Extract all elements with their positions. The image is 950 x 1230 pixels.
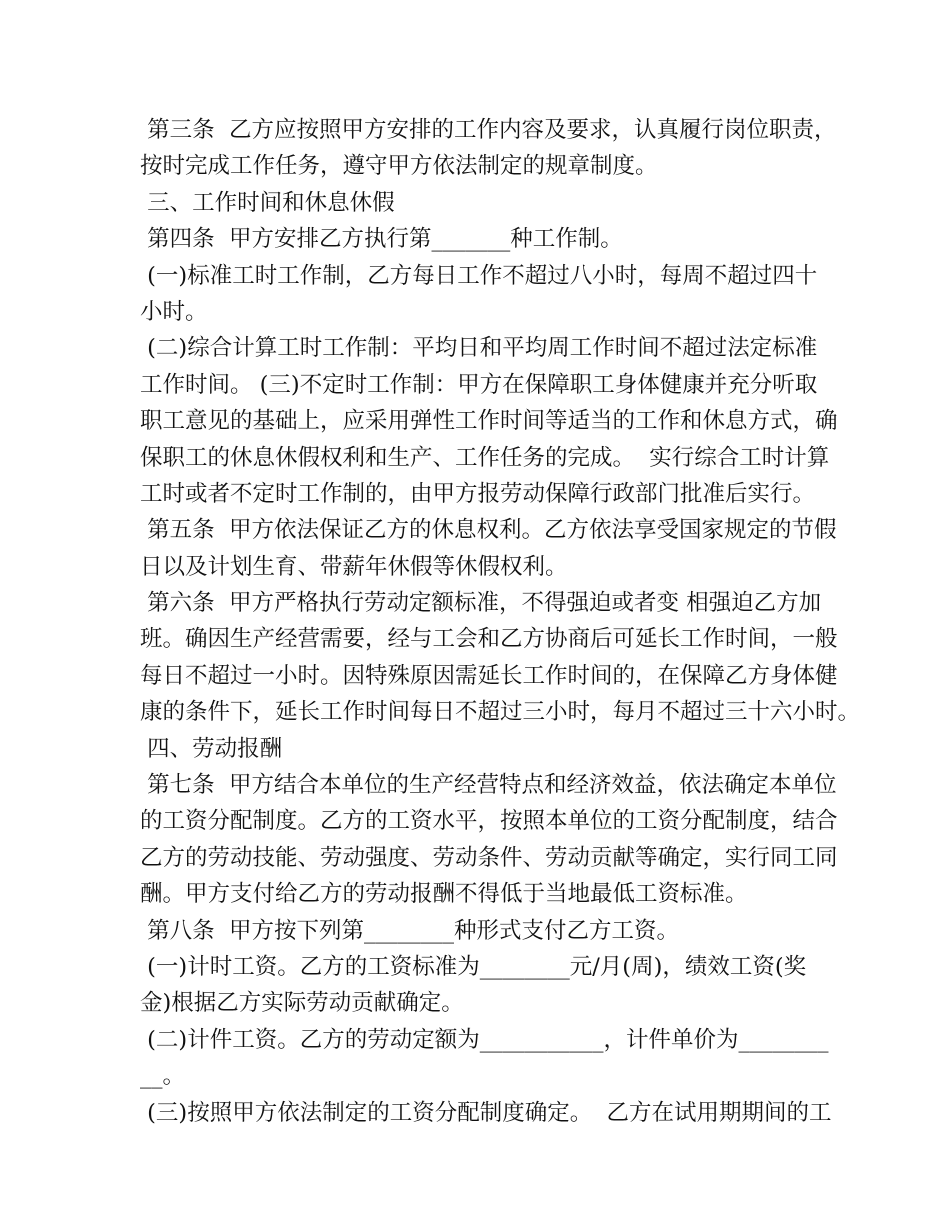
- article-4-item-1-line-2: 小时。: [140, 298, 208, 325]
- article-6-line-2: 班。确因生产经营需要，经与工会和乙方协商后可延长工作时间，一般: [140, 626, 838, 653]
- article-3-line-2: 按时完成工作任务，遵守甲方依法制定的规章制度。: [140, 153, 658, 180]
- document-body: [140, 112, 861, 1131]
- section-4-heading: 四、劳动报酬: [140, 735, 283, 762]
- article-3-line-1: 第三条 乙方应按照甲方安排的工作内容及要求，认真履行岗位职责，: [140, 117, 837, 143]
- article-8-item-1-line-1: (一)计时工资。乙方的工资标准为________元/月(周)，绩效工资(奖: [140, 953, 807, 980]
- article-5-line-1: 第五条 甲方依法保证乙方的休息权利。乙方依法享受国家规定的节假: [140, 517, 837, 544]
- article-4-item-3-line-3: 工时或者不定时工作制的，由甲方报劳动保障行政部门批准后实行。: [140, 480, 816, 507]
- article-4-item-2-line-1: (二)综合计算工时工作制：平均日和平均周工作时间不超过法定标准: [140, 335, 818, 362]
- article-7-line-4: 酬。甲方支付给乙方的劳动报酬不得低于当地最低工资标准。: [140, 881, 748, 908]
- article-8-item-1-line-2: 金)根据乙方实际劳动贡献确定。: [140, 990, 464, 1017]
- article-8-line-1: 第八条 甲方按下列第________种形式支付乙方工资。: [140, 917, 679, 944]
- article-8-item-2-line-1: (二)计件工资。乙方的劳动定额为___________，计件单价为________: [140, 1026, 829, 1053]
- article-4-item-3-line-2: 保职工的休息休假权利和生产、工作任务的完成。 实行综合工时计算: [140, 444, 830, 471]
- article-4-line-1: 第四条 甲方安排乙方执行第_______种工作制。: [140, 226, 623, 253]
- section-3-heading: 三、工作时间和休息休假: [140, 189, 395, 216]
- article-8-item-3-line-1: (三)按照甲方依法制定的工资分配制度确定。 乙方在试用期期间的工: [140, 1099, 832, 1126]
- article-5-line-2: 日以及计划生育、带薪年休假等休假权利。: [140, 553, 568, 580]
- article-7-line-3: 乙方的劳动技能、劳动强度、劳动条件、劳动贡献等确定，实行同工同: [140, 844, 838, 871]
- article-6-line-1: 第六条 甲方严格执行劳动定额标准，不得强迫或者变 相强迫乙方加: [140, 590, 822, 617]
- article-4-item-2-line-2: 工作时间。 (三)不定时工作制：甲方在保障职工身体健康并充分听取: [140, 371, 818, 398]
- article-4-item-3-line-1: 职工意见的基础上，应采用弹性工作时间等适当的工作和休息方式，确: [140, 408, 838, 435]
- article-8-item-2-line-2: __。: [140, 1063, 186, 1090]
- article-7-line-2: 的工资分配制度。乙方的工资水平，按照本单位的工资分配制度，结合: [140, 808, 838, 835]
- article-6-line-4: 康的条件下，延长工作时间每日不超过三小时，每月不超过三十六小时。: [140, 699, 861, 726]
- article-7-line-1: 第七条 甲方结合本单位的生产经营特点和经济效益，依法确定本单位: [140, 772, 837, 799]
- article-4-item-1-line-1: (一)标准工时工作制，乙方每日工作不超过八小时，每周不超过四十: [140, 262, 818, 289]
- article-6-line-3: 每日不超过一小时。因特殊原因需延长工作时间的，在保障乙方身体健: [140, 662, 838, 689]
